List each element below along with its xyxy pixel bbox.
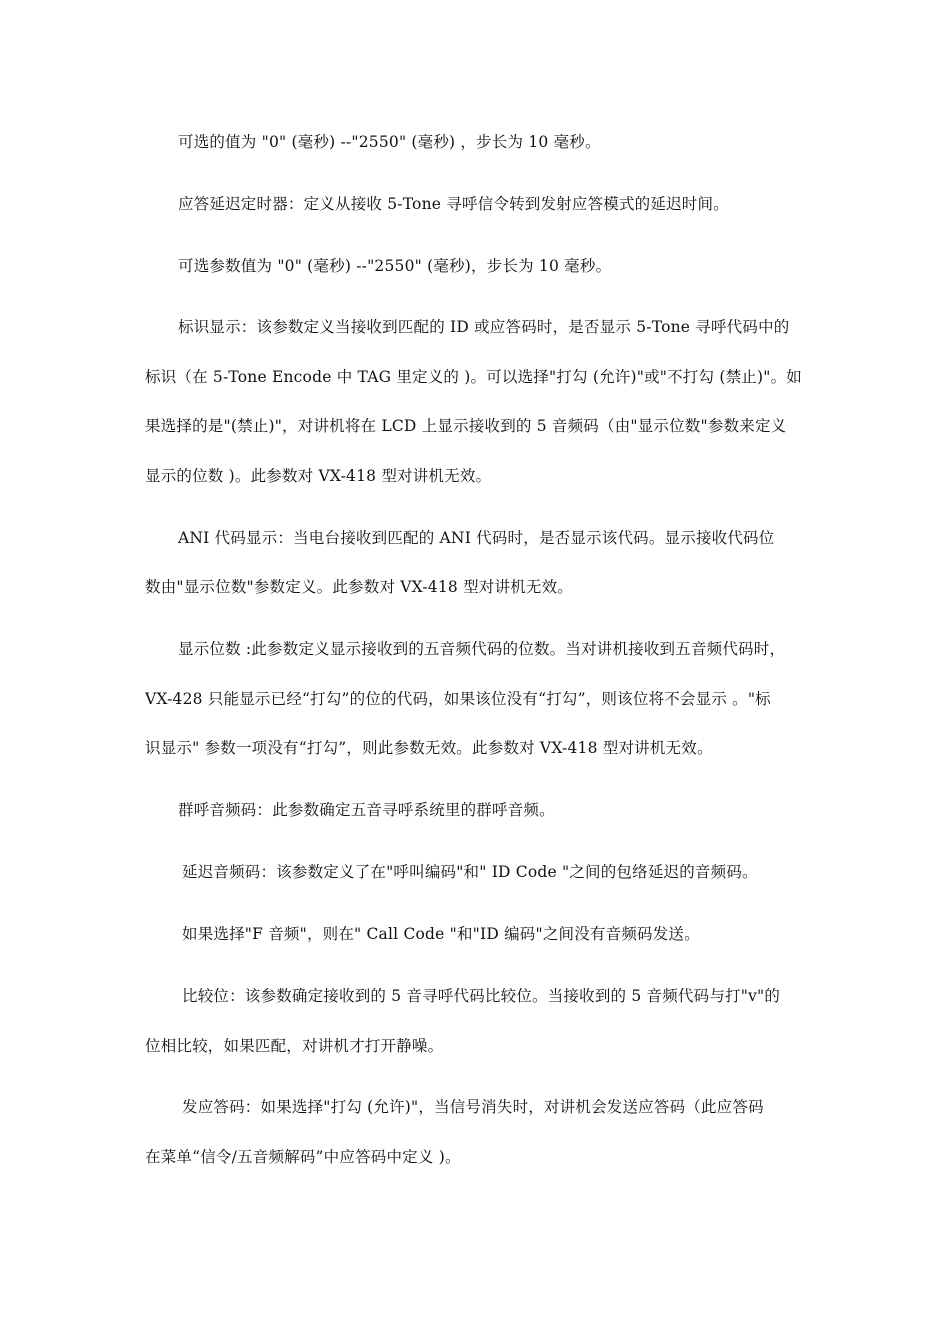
text-line: 识显示" 参数一项没有“打勾”，则此参数无效。此参数对 VX-418 型对讲机无效。 — [145, 739, 713, 757]
text-line: 如果选择"F 音频"，则在" Call Code "和"ID 编码"之间没有音频码发送。 — [182, 925, 700, 943]
text-line: ANI 代码显示：当电台接收到匹配的 ANI 代码时，是否显示该代码。显示接收代码位 — [178, 529, 775, 547]
text-line: 果选择的是"(禁止)"，对讲机将在 LCD 上显示接收到的 5 音频码（由"显示位数"参数来定义 — [145, 417, 787, 435]
text-line: 数由"显示位数"参数定义。此参数对 VX-418 型对讲机无效。 — [145, 578, 574, 596]
text-line: 在菜单“信令/五音频解码”中应答码中定义 )。 — [145, 1148, 461, 1166]
text-line: 显示位数 :此参数定义显示接收到的五音频代码的位数。当对讲机接收到五音频代码时， — [178, 640, 786, 658]
text-line: 延迟音频码：该参数定义了在"呼叫编码"和" ID Code "之间的包络延迟的音频码。 — [182, 863, 758, 881]
text-line: 群呼音频码：此参数确定五音寻呼系统里的群呼音频。 — [178, 801, 555, 819]
text-line: 显示的位数 )。此参数对 VX-418 型对讲机无效。 — [145, 467, 492, 485]
text-line: 比较位：该参数确定接收到的 5 音寻呼代码比较位。当接收到的 5 音频代码与打"v"的 — [182, 987, 781, 1005]
text-line: VX-428 只能显示已经“打勾”的位的代码，如果该位没有“打勾”，则该位将不会显示 。"标 — [145, 690, 771, 708]
text-line: 标识显示：该参数定义当接收到匹配的 ID 或应答码时，是否显示 5-Tone 寻呼代码中的 — [178, 318, 790, 336]
text-line: 可选的值为 "0" (毫秒) --"2550" (毫秒) ，步长为 10 毫秒。 — [178, 133, 601, 151]
text-line: 应答延迟定时器：定义从接收 5-Tone 寻呼信令转到发射应答模式的延迟时间。 — [178, 195, 729, 213]
text-line: 可选参数值为 "0" (毫秒) --"2550" (毫秒)，步长为 10 毫秒。 — [178, 257, 612, 275]
text-line: 标识（在 5-Tone Encode 中 TAG 里定义的 )。可以选择"打勾 (允许)"或"不打勾 (禁止)"。如 — [145, 368, 802, 386]
text-line: 发应答码：如果选择"打勾 (允许)"，当信号消失时，对讲机会发送应答码（此应答码 — [182, 1098, 764, 1116]
text-line: 位相比较，如果匹配，对讲机才打开静噪。 — [145, 1037, 444, 1055]
